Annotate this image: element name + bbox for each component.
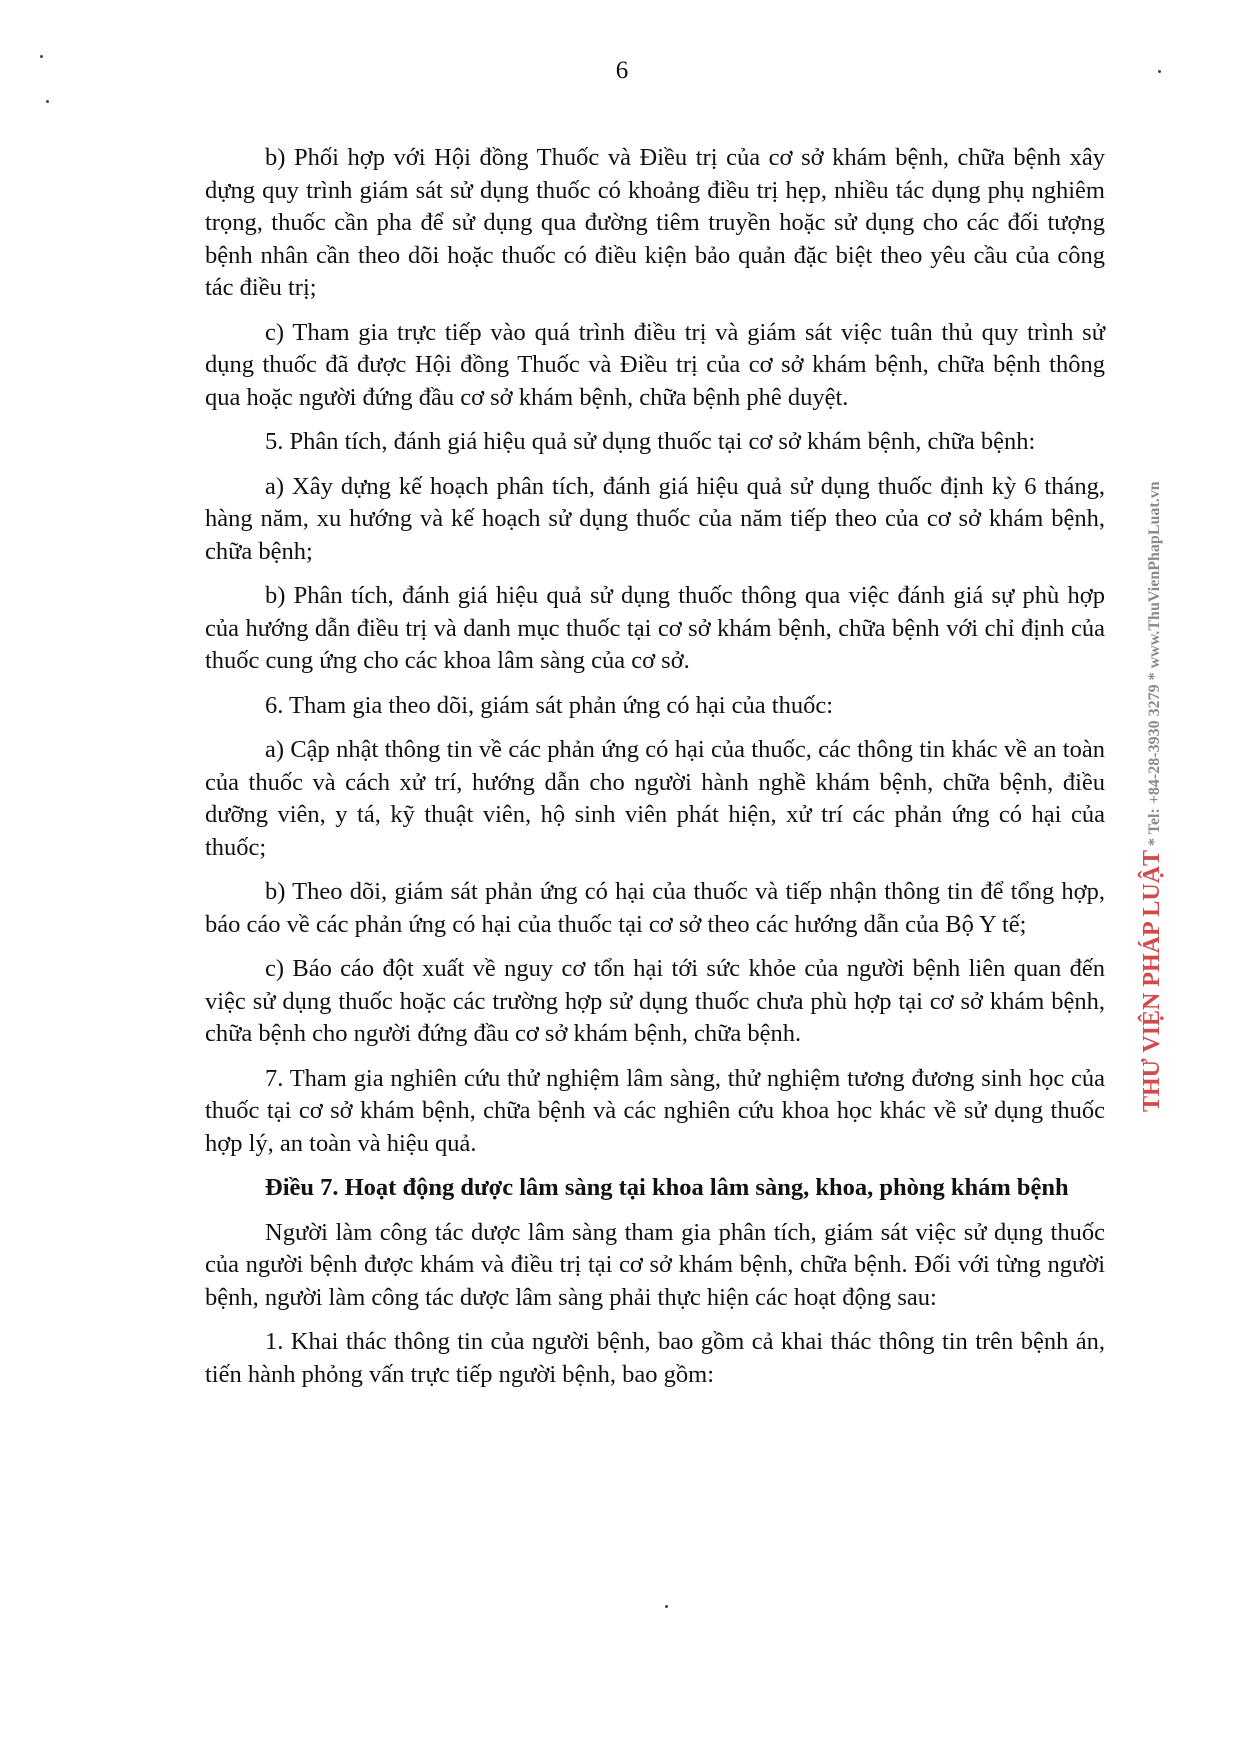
watermark-brand: THƯ VIỆN PHÁP LUẬT <box>1139 849 1165 1112</box>
paragraph-5a: a) Xây dựng kế hoạch phân tích, đánh giá hiệu quả sử dụng thuốc định kỳ 6 tháng, hàng năm, xu hướng và kế hoạch sử dụng thuốc của năm tiếp theo của cơ sở khám bệnh, chữa bệnh; <box>205 472 1105 565</box>
paragraph-6b: b) Theo dõi, giám sát phản ứng có hại của thuốc và tiếp nhận thông tin để tổng hợp, báo cáo về các phản ứng có hại của thuốc tại cơ sở theo các hướng dẫn của Bộ Y tế; <box>205 878 1105 938</box>
article-7-intro: Người làm công tác dược lâm sàng tham gia phân tích, giám sát việc sử dụng thuốc của người bệnh được khám và điều trị tại cơ sở khám bệnh, chữa bệnh. Đối với từng người bệnh, người làm công tác dược lâm sàng phải thực hiện các hoạt động sau: <box>205 1218 1105 1311</box>
scan-speck <box>665 1605 668 1608</box>
article-7-heading: Điều 7. Hoạt động dược lâm sàng tại khoa lâm sàng, khoa, phòng khám bệnh <box>265 1174 1069 1201</box>
paragraph-4b: b) Phối hợp với Hội đồng Thuốc và Điều trị của cơ sở khám bệnh, chữa bệnh xây dựng quy trình giám sát sử dụng thuốc có khoảng điều trị hẹp, nhiều tác dụng phụ nghiêm trọng, thuốc cần pha để sử dụng qua đường tiêm truyền hoặc sử dụng cho các đối tượng bệnh nhân cần theo dõi hoặc thuốc có điều kiện bảo quản đặc biệt theo yêu cầu của công tác điều trị; <box>205 144 1105 301</box>
document-body <box>205 142 1105 1403</box>
page-number: 6 <box>615 57 629 84</box>
watermark-contact: * Tel: +84-28-3930 3279 * www.ThuVienPhapLuat.vn <box>1146 481 1163 850</box>
article-7-item-1: 1. Khai thác thông tin của người bệnh, bao gồm cả khai thác thông tin trên bệnh án, tiến hành phỏng vấn trực tiếp người bệnh, bao gồm: <box>205 1328 1105 1388</box>
paragraph-4c: c) Tham gia trực tiếp vào quá trình điều trị và giám sát việc tuân thủ quy trình sử dụng thuốc đã được Hội đồng Thuốc và Điều trị của cơ sở khám bệnh, chữa bệnh thông qua hoặc người đứng đầu cơ sở khám bệnh, chữa bệnh phê duyệt. <box>205 318 1105 411</box>
paragraph-6c: c) Báo cáo đột xuất về nguy cơ tổn hại tới sức khỏe của người bệnh liên quan đến việc sử dụng thuốc hoặc các trường hợp sử dụng thuốc chưa phù hợp tại cơ sở khám bệnh, chữa bệnh cho người đứng đầu cơ sở khám bệnh, chữa bệnh. <box>205 955 1105 1047</box>
scan-speck <box>46 100 49 103</box>
paragraph-7: 7. Tham gia nghiên cứu thử nghiệm lâm sàng, thử nghiệm tương đương sinh học của thuốc tại cơ sở khám bệnh, chữa bệnh và các nghiên cứu khoa học khác về sử dụng thuốc hợp lý, an toàn và hiệu quả. <box>205 1064 1105 1157</box>
scan-speck <box>1158 70 1161 73</box>
paragraph-6a: a) Cập nhật thông tin về các phản ứng có hại của thuốc, các thông tin khác về an toàn của thuốc và cách xử trí, hướng dẫn cho người hành nghề khám bệnh, chữa bệnh, điều dưỡng viên, y tá, kỹ thuật viên, hộ sinh viên phát hiện, xử trí các phản ứng có hại của thuốc; <box>205 736 1105 861</box>
paragraph-5: 5. Phân tích, đánh giá hiệu quả sử dụng thuốc tại cơ sở khám bệnh, chữa bệnh: <box>265 428 1036 455</box>
paragraph-5b: b) Phân tích, đánh giá hiệu quả sử dụng thuốc thông qua việc đánh giá sự phù hợp của hướng dẫn điều trị và danh mục thuốc tại cơ sở khám bệnh, chữa bệnh với chỉ định của thuốc cung ứng cho các khoa lâm sàng của cơ sở. <box>205 582 1105 674</box>
paragraph-6: 6. Tham gia theo dõi, giám sát phản ứng có hại của thuốc: <box>265 691 834 719</box>
scan-speck <box>40 55 43 58</box>
